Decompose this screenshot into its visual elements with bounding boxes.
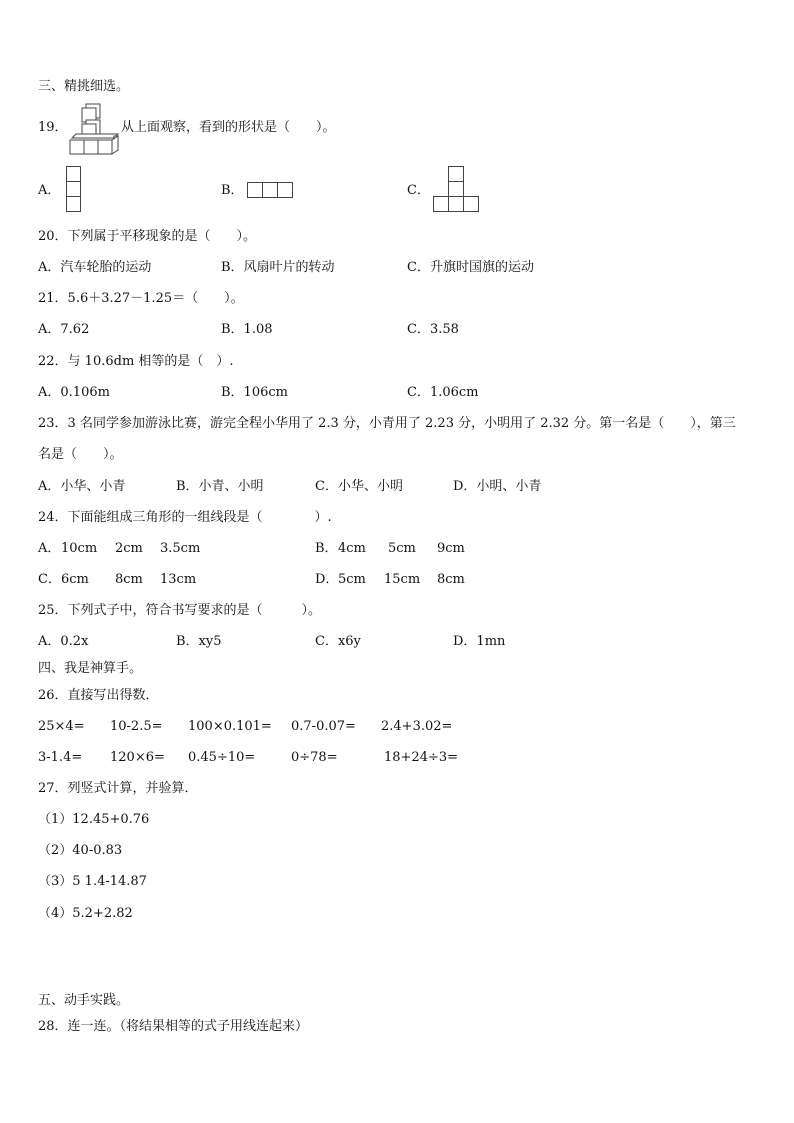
q19-cube-figure [68,102,122,156]
q26-expression: 0.45÷10= [188,750,256,765]
q23-option-c[interactable]: C．小华、小明 [315,479,403,494]
q26-expression: 2.4+3.02= [381,719,453,734]
q19-option-a-label[interactable]: A． [38,183,61,198]
q25-option-d[interactable]: D．1mn [453,634,506,649]
q24-option-d-value: 15cm [384,572,421,587]
q24-option-c-letter[interactable]: C． [38,572,61,587]
q20-option-c[interactable]: C．升旗时国旗的运动 [407,260,534,275]
q23-stem-line1: 23．3 名同学参加游泳比赛，游完全程小华用了 2.3 分，小青用了 2.23 分，小明用了 2.32 分。第一名是（ ），第三 [38,416,736,431]
q24-option-c-value: 6cm [61,572,89,587]
q19-number: 19． [38,120,68,135]
q24-option-c-value: 8cm [115,572,143,587]
q26-expression: 100×0.101= [188,719,272,734]
q19-option-a-shape [66,166,82,214]
q26-expression: 120×6= [110,750,165,765]
q26-expression: 0.7-0.07= [291,719,356,734]
q23-option-a[interactable]: A．小华、小青 [38,479,126,494]
q26-expression: 3-1.4= [38,750,83,765]
q24-option-c-value: 13cm [160,572,197,587]
q24-option-b-value: 9cm [437,541,465,556]
q21-option-a[interactable]: A．7.62 [38,322,90,337]
q24-option-a-value: 10cm [61,541,98,556]
q25-option-b[interactable]: B．xy5 [176,634,222,649]
q23-stem-line2: 名是（ ）。 [38,447,123,462]
section-five-title: 五、动手实践。 [38,993,130,1008]
q22-stem: 22．与 10.6dm 相等的是（ ）. [38,354,234,369]
q24-stem: 24．下面能组成三角形的一组线段是（ ）. [38,510,332,525]
q25-option-c[interactable]: C．x6y [315,634,361,649]
q20-option-b[interactable]: B．风扇叶片的转动 [221,260,335,275]
q23-option-d[interactable]: D．小明、小青 [453,479,542,494]
q20-option-a[interactable]: A．汽车轮胎的运动 [38,260,152,275]
q22-option-a[interactable]: A．0.106m [38,385,110,400]
cube-stack-drawing [70,104,118,154]
q23-option-b[interactable]: B．小青、小明 [176,479,264,494]
q26-expression: 10-2.5= [110,719,163,734]
q24-option-d-value: 8cm [437,572,465,587]
q24-option-b-letter[interactable]: B． [315,541,338,556]
q24-option-a-letter[interactable]: A． [38,541,61,556]
q25-option-a[interactable]: A．0.2x [38,634,89,649]
q26-expression: 25×4= [38,719,85,734]
q25-stem: 25．下列式子中，符合书写要求的是（ ）。 [38,603,322,618]
q21-option-c[interactable]: C．3.58 [407,322,459,337]
q19-option-c-label[interactable]: C． [407,183,430,198]
q19-option-b-shape [247,182,295,199]
q19-stem: 从上面观察，看到的形状是（ ）。 [121,120,336,135]
q22-option-c[interactable]: C．1.06cm [407,385,479,400]
q27-item: （2）40-0.83 [38,843,123,858]
q27-item: （1）12.45+0.76 [38,812,150,827]
q21-option-b[interactable]: B．1.08 [221,322,273,337]
q24-option-b-value: 5cm [388,541,416,556]
q27-stem: 27．列竖式计算，并验算． [38,781,198,796]
q24-option-d-value: 5cm [338,572,366,587]
q19-option-b-label[interactable]: B． [221,183,244,198]
q24-option-d-letter[interactable]: D． [315,572,339,587]
section-four-title: 四、我是神算手。 [38,661,143,676]
q19-option-c-shape [433,166,480,214]
q28-stem: 28．连一连。（将结果相等的式子用线连起来） [38,1019,309,1034]
q21-stem: 21．5.6＋3.27－1.25＝（ ）。 [38,291,244,306]
q24-option-a-value: 3.5cm [160,541,201,556]
q27-item: （4）5.2+2.82 [38,906,133,921]
q27-item: （3）5 1.4-14.87 [38,874,147,889]
q20-stem: 20．下列属于平移现象的是（ ）。 [38,229,257,244]
q26-expression: 18+24÷3= [384,750,459,765]
q24-option-b-value: 4cm [338,541,366,556]
q24-option-a-value: 2cm [115,541,143,556]
q26-expression: 0÷78= [291,750,338,765]
section-three-title: 三、精挑细选。 [38,79,130,94]
q26-stem: 26．直接写出得数． [38,688,159,703]
q22-option-b[interactable]: B．106cm [221,385,288,400]
